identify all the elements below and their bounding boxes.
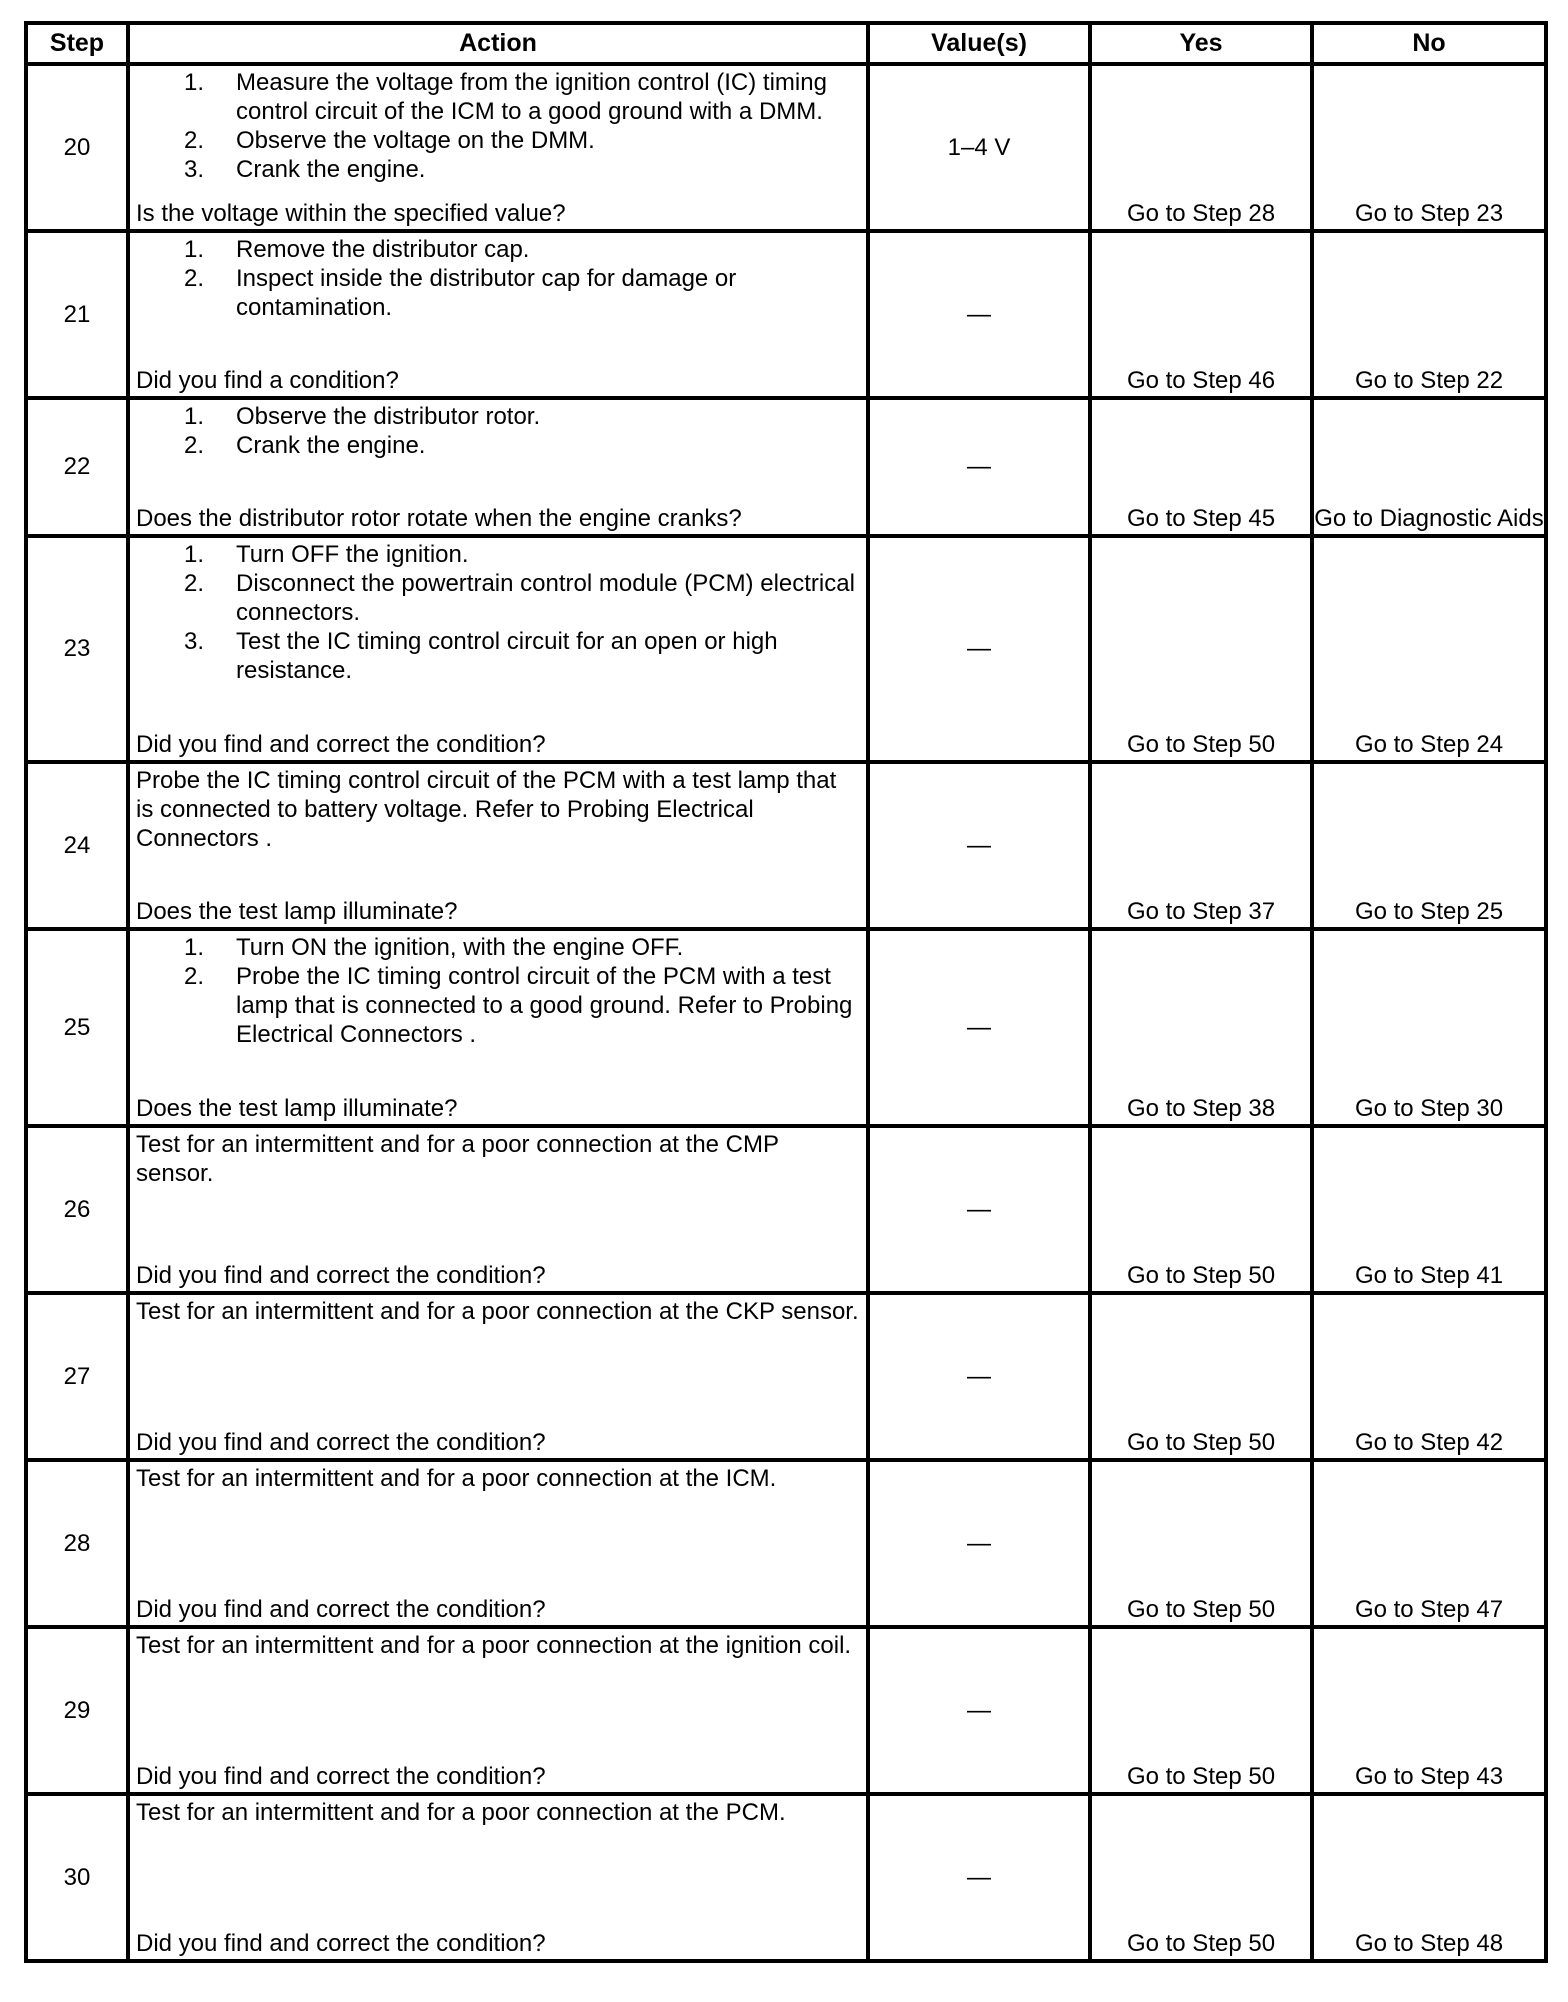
- header-action: Action: [128, 23, 868, 64]
- action-step-item: [136, 264, 860, 322]
- action-text: Test for an intermittent and for a poor connection at the CMP sensor.: [136, 1131, 779, 1187]
- no-cell: Go to Step 47: [1312, 1460, 1546, 1627]
- yes-cell: Go to Step 50: [1090, 1794, 1312, 1961]
- action-cell: [128, 1460, 868, 1627]
- action-cell: [128, 1627, 868, 1794]
- no-cell: Go to Step 25: [1312, 762, 1546, 929]
- action-question: Did you find and correct the condition?: [136, 1596, 546, 1623]
- value-cell: —: [868, 231, 1090, 398]
- action-cell: [128, 536, 868, 762]
- action-step-number: 2.: [184, 127, 205, 154]
- yes-cell: Go to Step 46: [1090, 231, 1312, 398]
- no-cell: Go to Step 30: [1312, 929, 1546, 1126]
- step-number: 25: [26, 929, 128, 1126]
- no-cell: Go to Step 48: [1312, 1794, 1546, 1961]
- action-cell: [128, 1794, 868, 1961]
- action-step-item: [136, 431, 860, 460]
- yes-cell: Go to Step 50: [1090, 1126, 1312, 1293]
- action-step-number: 2.: [184, 570, 205, 597]
- yes-cell: Go to Step 28: [1090, 64, 1312, 231]
- action-question: Did you find and correct the condition?: [136, 1429, 546, 1456]
- step-number: 20: [26, 64, 128, 231]
- action-step-list: [136, 933, 860, 1049]
- action-step-item: [136, 540, 860, 569]
- no-cell: Go to Step 24: [1312, 536, 1546, 762]
- yes-cell: Go to Step 50: [1090, 1627, 1312, 1794]
- header-step: Step: [26, 23, 128, 64]
- value-cell: —: [868, 929, 1090, 1126]
- action-step-number: 1.: [184, 541, 205, 568]
- action-step-number: 1.: [184, 236, 205, 263]
- action-step-item: [136, 155, 860, 184]
- table-row: [26, 1460, 1546, 1627]
- step-number: 27: [26, 1293, 128, 1460]
- action-step-text: Measure the voltage from the ignition control (IC) timing control circuit of the ICM to a good ground with a DMM.: [236, 69, 827, 125]
- value-cell: —: [868, 1293, 1090, 1460]
- action-text: Test for an intermittent and for a poor connection at the ignition coil.: [136, 1632, 852, 1659]
- action-text: Test for an intermittent and for a poor connection at the PCM.: [136, 1799, 786, 1826]
- step-number: 21: [26, 231, 128, 398]
- value-cell: —: [868, 1460, 1090, 1627]
- action-step-text: Inspect inside the distributor cap for damage or contamination.: [236, 265, 737, 321]
- action-question: Does the test lamp illuminate?: [136, 1095, 458, 1122]
- action-question: Did you find and correct the condition?: [136, 1763, 546, 1790]
- action-step-number: 2.: [184, 265, 205, 292]
- action-step-item: [136, 126, 860, 155]
- table-header-row: [26, 23, 1546, 64]
- yes-cell: Go to Step 45: [1090, 398, 1312, 536]
- action-step-text: Turn OFF the ignition.: [236, 541, 469, 568]
- action-step-text: Observe the voltage on the DMM.: [236, 127, 595, 154]
- action-step-number: 1.: [184, 69, 205, 96]
- table-row: [26, 1794, 1546, 1961]
- action-step-number: 2.: [184, 432, 205, 459]
- action-question: Does the distributor rotor rotate when the engine cranks?: [136, 505, 742, 532]
- action-step-text: Probe the IC timing control circuit of the PCM with a test lamp that is connected to a good ground. Refer to Probing Electrical Connectors .: [236, 963, 853, 1048]
- action-step-text: Observe the distributor rotor.: [236, 403, 541, 430]
- action-cell: [128, 64, 868, 231]
- action-question: Did you find and correct the condition?: [136, 1262, 546, 1289]
- action-step-text: Disconnect the powertrain control module (PCM) electrical connectors.: [236, 570, 855, 626]
- header-yes: Yes: [1090, 23, 1312, 64]
- action-step-item: [136, 627, 860, 685]
- yes-cell: Go to Step 50: [1090, 1293, 1312, 1460]
- action-step-text: Remove the distributor cap.: [236, 236, 530, 263]
- action-step-item: [136, 68, 860, 126]
- action-step-text: Crank the engine.: [236, 156, 426, 183]
- action-cell: [128, 231, 868, 398]
- no-cell: Go to Step 43: [1312, 1627, 1546, 1794]
- step-number: 28: [26, 1460, 128, 1627]
- no-cell: Go to Step 41: [1312, 1126, 1546, 1293]
- action-step-item: [136, 235, 860, 264]
- action-step-item: [136, 569, 860, 627]
- action-cell: [128, 929, 868, 1126]
- action-cell: [128, 398, 868, 536]
- yes-cell: Go to Step 50: [1090, 536, 1312, 762]
- action-cell: [128, 762, 868, 929]
- action-step-text: Turn ON the ignition, with the engine OFF.: [236, 934, 684, 961]
- yes-cell: Go to Step 38: [1090, 929, 1312, 1126]
- table-row: [26, 1126, 1546, 1293]
- action-question: Did you find and correct the condition?: [136, 1930, 546, 1957]
- action-text: Test for an intermittent and for a poor connection at the ICM.: [136, 1465, 777, 1492]
- action-step-list: [136, 235, 860, 322]
- table-row: [26, 64, 1546, 231]
- no-cell: Go to Step 42: [1312, 1293, 1546, 1460]
- header-values: Value(s): [868, 23, 1090, 64]
- table-row: [26, 1627, 1546, 1794]
- action-step-number: 2.: [184, 963, 205, 990]
- table-row: [26, 762, 1546, 929]
- table-row: [26, 929, 1546, 1126]
- action-step-text: Test the IC timing control circuit for an open or high resistance.: [236, 628, 778, 684]
- value-cell: —: [868, 1126, 1090, 1293]
- action-question: Did you find a condition?: [136, 367, 399, 394]
- action-step-list: [136, 402, 860, 460]
- value-cell: —: [868, 762, 1090, 929]
- action-step-number: 3.: [184, 156, 205, 183]
- step-number: 22: [26, 398, 128, 536]
- header-no: No: [1312, 23, 1546, 64]
- action-step-list: [136, 68, 860, 184]
- table-body: [26, 64, 1546, 1961]
- value-cell: —: [868, 1627, 1090, 1794]
- action-question: Does the test lamp illuminate?: [136, 898, 458, 925]
- action-text: Test for an intermittent and for a poor connection at the CKP sensor.: [136, 1298, 859, 1325]
- yes-cell: Go to Step 37: [1090, 762, 1312, 929]
- no-cell: Go to Diagnostic Aids: [1312, 398, 1546, 536]
- value-cell: —: [868, 398, 1090, 536]
- action-step-number: 1.: [184, 403, 205, 430]
- action-step-item: [136, 402, 860, 431]
- no-cell: Go to Step 23: [1312, 64, 1546, 231]
- table-row: [26, 536, 1546, 762]
- value-cell: —: [868, 536, 1090, 762]
- action-question: Did you find and correct the condition?: [136, 731, 546, 758]
- table-row: [26, 1293, 1546, 1460]
- step-number: 26: [26, 1126, 128, 1293]
- action-step-number: 1.: [184, 934, 205, 961]
- action-step-number: 3.: [184, 628, 205, 655]
- diagnostic-table: [24, 21, 1548, 1963]
- value-cell: 1–4 V: [868, 64, 1090, 231]
- no-cell: Go to Step 22: [1312, 231, 1546, 398]
- action-question: Is the voltage within the specified value?: [136, 200, 566, 227]
- action-step-text: Crank the engine.: [236, 432, 426, 459]
- step-number: 23: [26, 536, 128, 762]
- table-row: [26, 231, 1546, 398]
- action-text: Probe the IC timing control circuit of the PCM with a test lamp that is connected to battery voltage. Refer to Probing Electrical Connectors .: [136, 767, 837, 852]
- action-step-list: [136, 540, 860, 685]
- action-cell: [128, 1126, 868, 1293]
- yes-cell: Go to Step 50: [1090, 1460, 1312, 1627]
- value-cell: —: [868, 1794, 1090, 1961]
- step-number: 24: [26, 762, 128, 929]
- action-step-item: [136, 933, 860, 962]
- action-cell: [128, 1293, 868, 1460]
- step-number: 30: [26, 1794, 128, 1961]
- table-row: [26, 398, 1546, 536]
- step-number: 29: [26, 1627, 128, 1794]
- action-step-item: [136, 962, 860, 1049]
